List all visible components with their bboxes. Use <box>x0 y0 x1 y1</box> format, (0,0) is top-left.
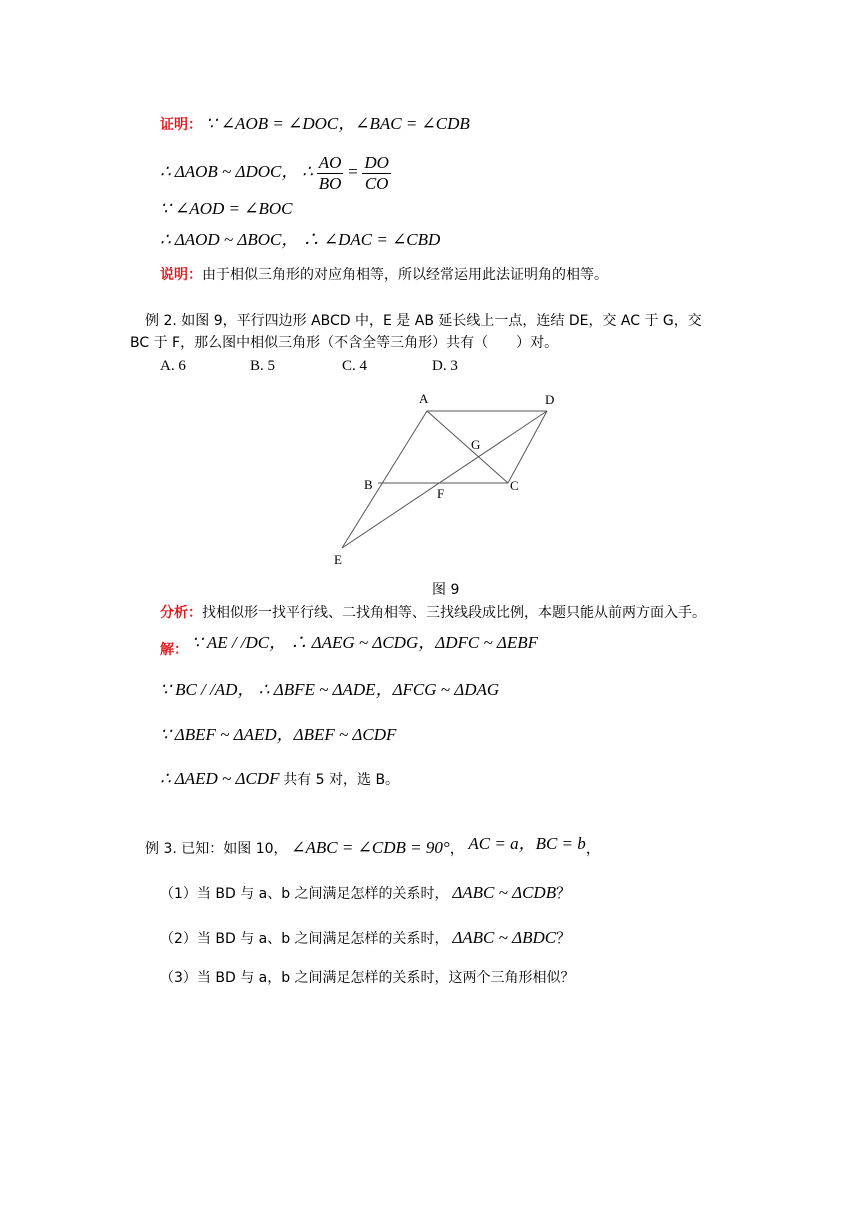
fraction-denominator: BO <box>318 174 342 194</box>
segment-dc <box>508 411 547 483</box>
example2-line-2: BC 于 F，那么图中相似三角形（不含全等三角形）共有（ ）对。 <box>130 335 559 351</box>
example3-comma: ， <box>449 841 465 857</box>
option-d: D. 3 <box>432 358 458 374</box>
question-1-text: （1）当 BD 与 a、b 之间满足怎样的关系时， <box>160 886 449 902</box>
proof-statement-2: ∴ ΔAOB ~ ΔDOC， <box>160 162 299 181</box>
example3-condition-2: AC = a，BC = b <box>468 834 586 853</box>
example3-intro-line <box>145 834 601 858</box>
label-e: E <box>334 552 342 567</box>
option-c: C. 4 <box>342 358 368 374</box>
question-2-text: （2）当 BD 与 a、b 之间满足怎样的关系时， <box>160 931 449 947</box>
proof-statement-4: ∴ ΔAOD ~ ΔBOC， ∴ ∠DAC = ∠CBD <box>160 230 441 249</box>
option-a: A. 6 <box>160 358 186 374</box>
segment-ae <box>342 411 427 548</box>
therefore-symbol: ∴ <box>302 162 313 181</box>
fraction-numerator: DO <box>364 153 389 173</box>
label-d: D <box>545 392 555 407</box>
solution-statement-2: ∵ BC / /AD， ∴ ΔBFE ~ ΔADE，ΔFCG ~ ΔDAG <box>160 680 500 699</box>
question-2 <box>160 929 571 948</box>
label-a: A <box>419 391 429 406</box>
label-g: G <box>471 437 481 452</box>
analysis-line <box>160 604 706 622</box>
solution-label: 解： <box>160 642 188 658</box>
proof-statement-3: ∵ ∠AOD = ∠BOC <box>160 199 293 218</box>
fraction-denominator: CO <box>362 173 391 194</box>
question-2-math: ΔABC ~ ΔBDC <box>452 928 557 947</box>
label-f: F <box>437 486 445 501</box>
segment-ac <box>427 411 508 483</box>
question-3: （3）当 BD 与 a，b 之间满足怎样的关系时，这两个三角形相似？ <box>160 970 575 986</box>
label-b: B <box>364 477 373 492</box>
example3-intro: 例 3. 已知：如图 10， <box>145 841 288 857</box>
example2-line-1: 例 2. 如图 9，平行四边形 ABCD 中，E 是 AB 延长线上一点，连结 DE，交 AC 于 G，交 <box>145 313 702 329</box>
figure-caption: 图 9 <box>432 582 460 598</box>
example3-end: ， <box>585 841 601 857</box>
question-1-math: ΔABC ~ ΔCDB <box>452 883 557 902</box>
question-1-end: ？ <box>556 886 572 902</box>
solution-statement-1: ∵ AE / /DC， ∴ ΔAEG ~ ΔCDG，ΔDFC ~ ΔEBF <box>191 633 539 652</box>
proof-label: 证明： <box>160 117 202 133</box>
solution-conclusion: 共有 5 对，选 B。 <box>283 772 400 788</box>
analysis-text: 找相似形一找平行线、二找角相等、三找线段成比例，本题只能从前两方面入手。 <box>202 605 706 621</box>
note-text: 由于相似三角形的对应角相等，所以经常运用此法证明角的相等。 <box>202 267 608 283</box>
solution-statement-4: ∴ ΔAED ~ ΔCDF <box>160 769 280 788</box>
example3-condition-1: ∠ABC = ∠CDB = 90° <box>291 838 450 857</box>
note-label: 说明： <box>160 267 202 283</box>
option-b: B. 5 <box>250 358 276 374</box>
analysis-label: 分析： <box>160 605 202 621</box>
question-1 <box>160 884 571 903</box>
fraction-numerator: AO <box>318 153 342 173</box>
label-c: C <box>510 478 519 493</box>
equals-sign: = <box>347 162 359 181</box>
figure-9-parallelogram <box>0 0 860 600</box>
question-2-end: ？ <box>556 931 572 947</box>
solution-statement-3: ∵ ΔBEF ~ ΔAED，ΔBEF ~ ΔCDF <box>160 725 397 744</box>
proof-statement-1: ∵ ∠AOB = ∠DOC，∠BAC = ∠CDB <box>205 114 470 133</box>
solution-line-1 <box>160 633 539 658</box>
solution-line-4 <box>160 770 399 789</box>
